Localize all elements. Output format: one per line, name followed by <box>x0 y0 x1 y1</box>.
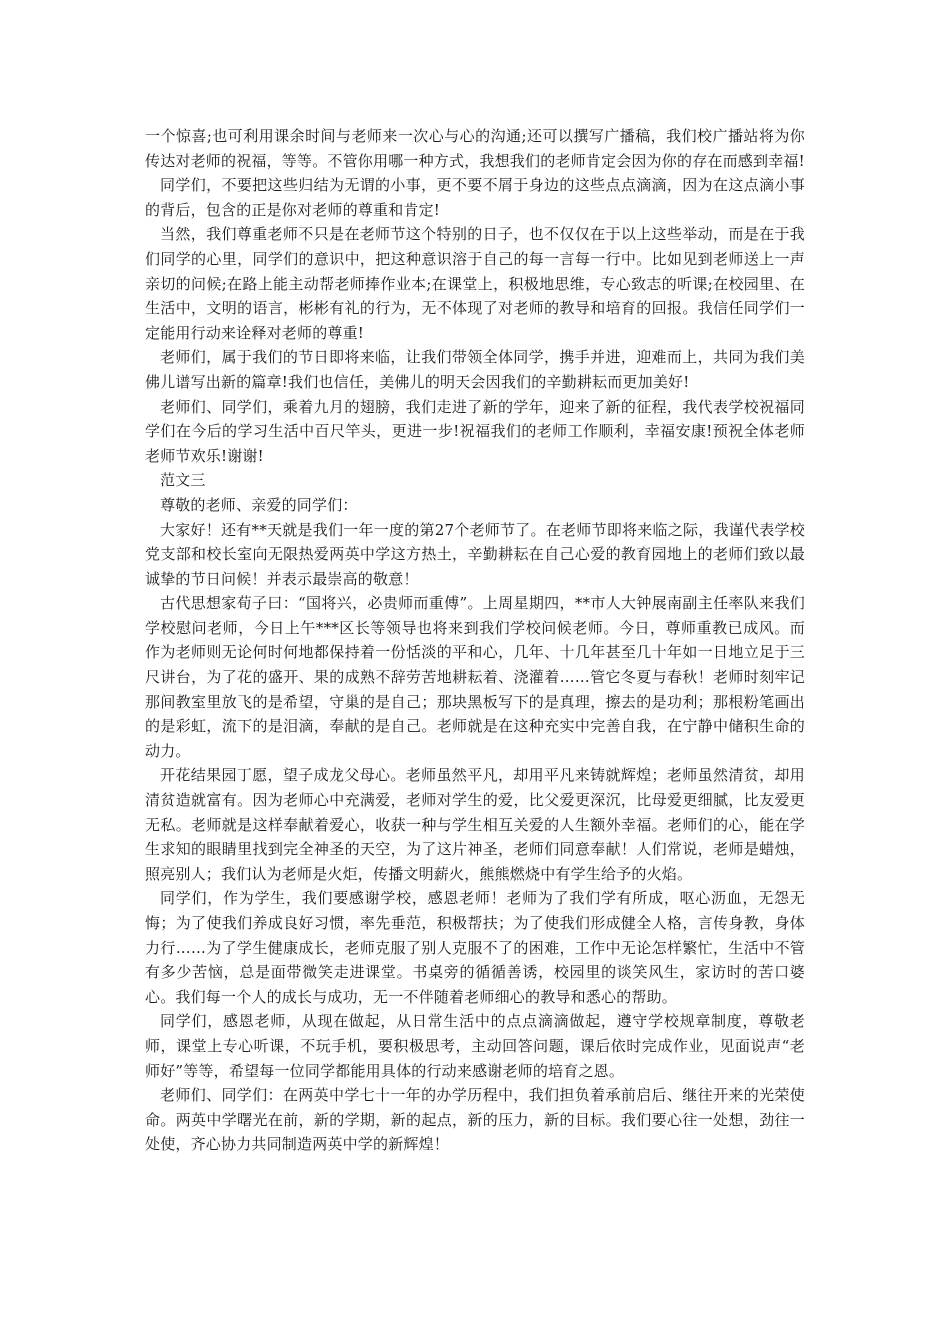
paragraph-13: 老师们、同学们：在两英中学七十一年的办学历程中，我们担负着承前启后、继往开来的光荣使命。两英中学曙光在前，新的学期，新的起点，新的压力，新的目标。我们要心往一处想，劲往一处使，齐心协力共同制造两英中学的新辉煌！ <box>145 1086 805 1154</box>
paragraph-1: 一个惊喜;也可利用课余时间与老师来一次心与心的沟通;还可以撰写广播稿，我们校广播站将为你传达对老师的祝福，等等。不管你用哪一种方式，我想我们的老师肯定会因为你的存在而感到幸福! <box>145 127 805 170</box>
paragraph-3: 当然，我们尊重老师不只是在老师节这个特别的日子，也不仅仅在于以上这些举动，而是在于我们同学的心里，同学们的意识中，把这种意识溶于自己的每一言每一行中。比如见到老师送上一声亲切的问候;在路上能主动帮老师捧作业本;在课堂上，积极地思维，专心致志的听课;在校园里、在生活中，文明的语言，彬彬有礼的行为，无不体现了对老师的教导和培育的回报。我信任同学们一定能用行动来诠释对老师的尊重! <box>145 225 805 342</box>
salutation: 尊敬的老师、亲爱的同学们： <box>160 495 358 514</box>
paragraph-9: 古代思想家荀子曰：“国将兴，必贵师而重傅”。上周星期四，**市人大钟展南副主任率队来我们学校慰问老师，今日上午***区长等领导也将来到我们学校问候老师。今日，尊师重教已成风。而作为老师则无论何时何地都保持着一份恬淡的平和心，几年、十几年甚至几十年如一日地立足于三尺讲台，为了花的盛开、果的成熟不辞劳苦地耕耘着、浇灌着……管它冬夏与春秋！老师时刻牢记那间教室里放飞的是希望，守巢的是自己；那块黑板写下的是真理，擦去的是功利；那根粉笔画出的是彩虹，流下的是泪滴，奉献的是自己。老师就是在这种充实中完善自我，在宁静中储积生命的动力。 <box>145 594 805 760</box>
paragraph-12: 同学们，感恩老师，从现在做起，从日常生活中的点点滴滴做起，遵守学校规章制度，尊敬老师，课堂上专心听课，不玩手机，要积极思考，主动回答问题，课后依时完成作业，见面说声“老师好”等等，希望每一位同学都能用具体的行动来感谢老师的培育之恩。 <box>145 1012 805 1080</box>
paragraph-2: 同学们，不要把这些归结为无谓的小事，更不要不屑于身边的这些点点滴滴，因为在这点滴小事的背后，包含的正是你对老师的尊重和肯定! <box>145 176 805 219</box>
paragraph-4: 老师们，属于我们的节日即将来临，让我们带领全体同学，携手并进，迎难而上，共同为我们美佛儿谱写出新的篇章!我们也信任，美佛儿的明天会因我们的辛勤耕耘而更加美好! <box>145 348 805 391</box>
section-heading: 范文三 <box>160 471 206 490</box>
paragraph-5: 老师们、同学们，乘着九月的翅膀，我们走进了新的学年，迎来了新的征程，我代表学校祝福同学们在今后的学习生活中百尺竿头，更进一步!祝福我们的老师工作顺利，幸福安康!预祝全体老师老师节欢乐!谢谢! <box>145 397 805 465</box>
paragraph-8: 大家好！还有**天就是我们一年一度的第27个老师节了。在老师节即将来临之际，我谨代表学校党支部和校长室向无限热爱两英中学这方热土，辛勤耕耘在自己心爱的教育园地上的老师们致以最诚挚的节日问候！并表示最崇高的敬意！ <box>145 520 805 588</box>
paragraph-10: 开花结果园丁愿，望子成龙父母心。老师虽然平凡，却用平凡来铸就辉煌；老师虽然清贫，却用清贫造就富有。因为老师心中充满爱，老师对学生的爱，比父爱更深沉，比母爱更细腻，比友爱更无私。老师就是这样奉献着爱心，收获一种与学生相互关爱的人生额外幸福。老师们的心，能在学生求知的眼睛里找到完全神圣的天空，为了这片神圣，老师们同意奉献！人们常说，老师是蜡烛，照亮别人；我们认为老师是火炬，传播文明薪火，熊熊燃烧中有学生给予的火焰。 <box>145 766 805 883</box>
paragraph-11: 同学们，作为学生，我们要感谢学校，感恩老师！老师为了我们学有所成，呕心沥血，无怨无悔；为了使我们养成良好习惯，率先垂范，积极帮扶；为了使我们形成健全人格，言传身教，身体力行……为了学生健康成长，老师克服了别人克服不了的困难，工作中无论怎样繁忙，生活中不管有多少苦恼，总是面带微笑走进课堂。书桌旁的循循善诱，校园里的谈笑风生，家访时的苦口婆心。我们每一个人的成长与成功，无一不伴随着老师细心的教导和悉心的帮助。 <box>145 889 805 1006</box>
document-body <box>145 124 805 1157</box>
